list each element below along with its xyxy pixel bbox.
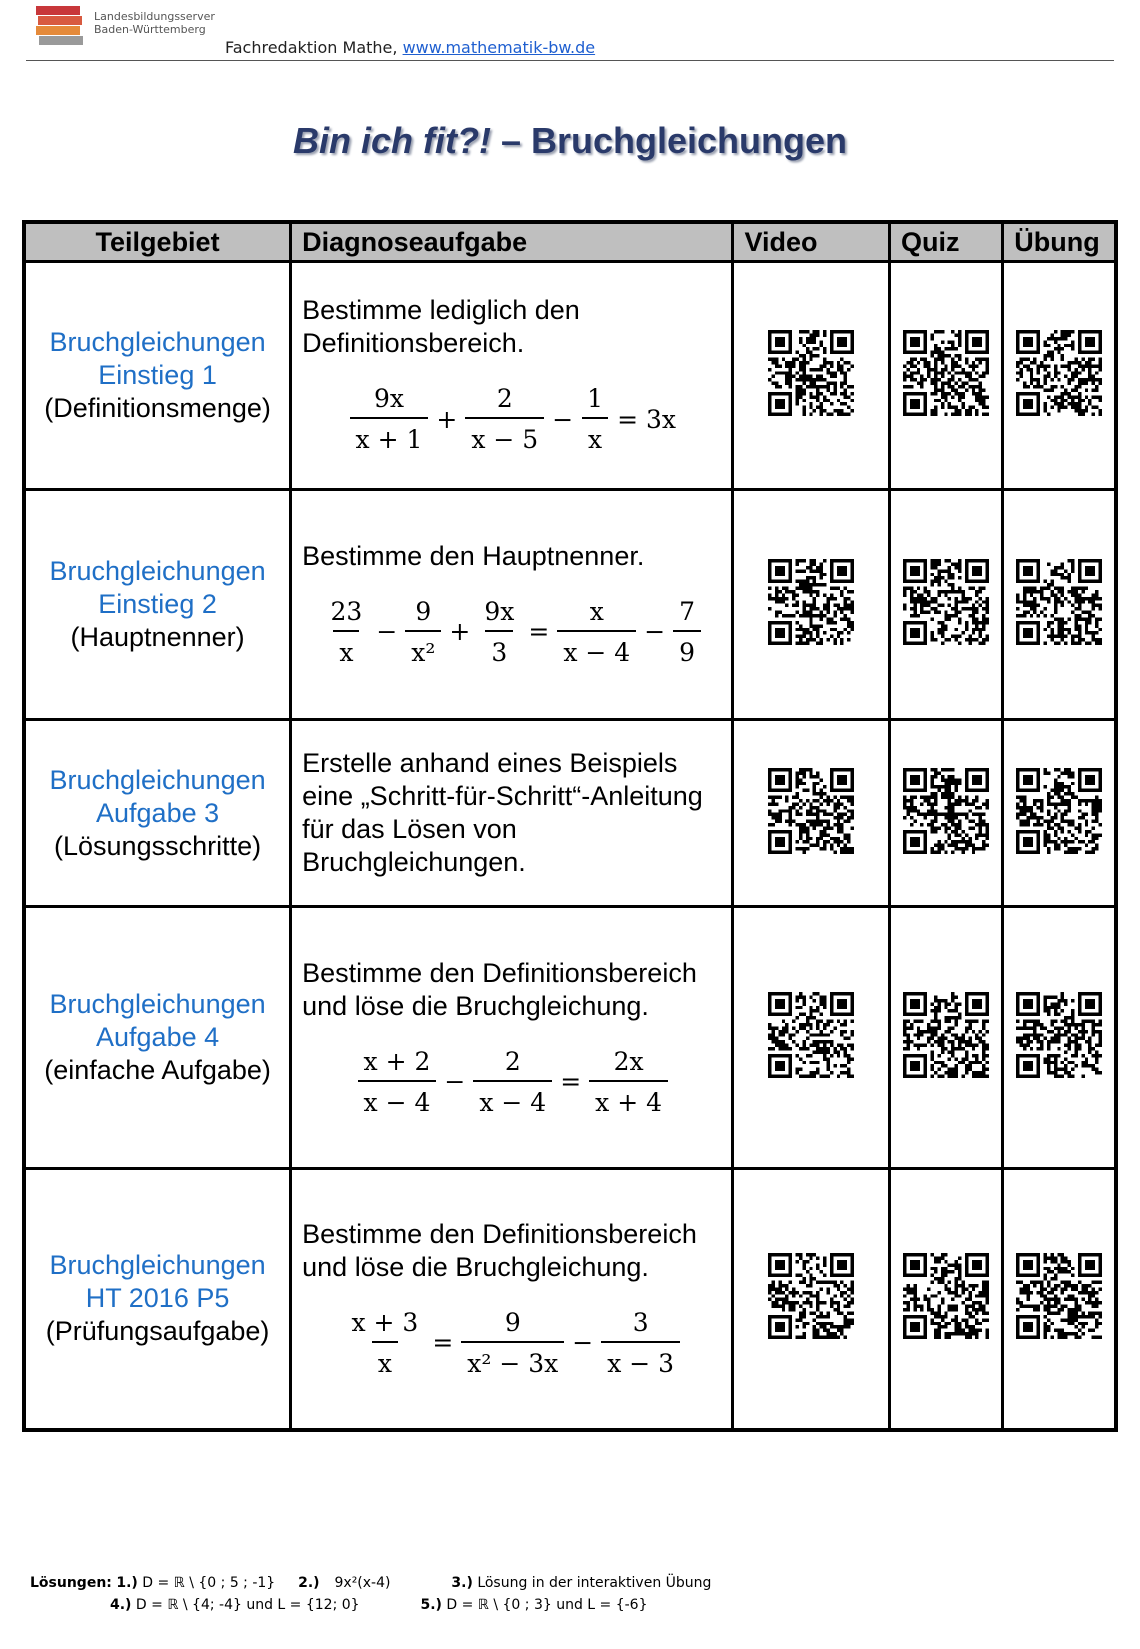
- quiz-qr-code-icon[interactable]: [903, 768, 989, 854]
- header-teilgebiet: Teilgebiet: [24, 222, 291, 262]
- denominator: x² − 3x: [461, 1341, 564, 1380]
- exercise-qr-code-icon[interactable]: [1016, 1253, 1102, 1339]
- exercise-qr-cell: [1003, 489, 1116, 719]
- topic-title[interactable]: Bruchgleichungen: [49, 764, 266, 795]
- video-qr-code-icon[interactable]: [768, 992, 854, 1078]
- video-qr-cell: [733, 719, 890, 907]
- solution-3: Lösung in der interaktiven Übung: [477, 1575, 712, 1591]
- denominator: x − 4: [358, 1080, 437, 1119]
- fraction: [345, 1306, 424, 1380]
- numerator: 2: [496, 384, 513, 414]
- denominator: x: [333, 630, 359, 669]
- task-text: Bestimme den Hauptnenner.: [302, 540, 645, 571]
- fraction: [478, 595, 520, 669]
- exercise-qr-code-icon[interactable]: [1016, 992, 1102, 1078]
- operator: −: [552, 404, 574, 434]
- numerator: 9: [415, 596, 432, 626]
- topic-subtitle: (Hauptnenner): [70, 621, 245, 652]
- table-row: [24, 1168, 1116, 1430]
- landesbildungsserver-logo: [34, 4, 86, 50]
- exercise-qr-cell: [1003, 262, 1116, 490]
- quiz-qr-code-icon[interactable]: [903, 1253, 989, 1339]
- video-qr-cell: [733, 907, 890, 1169]
- equation: [302, 1306, 723, 1380]
- topic-subtitle: (einfache Aufgabe): [44, 1055, 271, 1086]
- video-qr-code-icon[interactable]: [768, 768, 854, 854]
- numerator: 23: [330, 596, 363, 626]
- right-hand-side: 3x: [646, 404, 677, 434]
- task-cell: [291, 262, 733, 490]
- denominator: x − 4: [473, 1080, 552, 1119]
- solutions-line-2: [110, 1597, 810, 1613]
- header-quiz: Quiz: [890, 222, 1003, 262]
- fraction: [473, 1045, 552, 1119]
- fraction: [601, 1306, 680, 1380]
- website-link[interactable]: www.mathematik-bw.de: [402, 38, 596, 57]
- topic-cell: [24, 489, 291, 719]
- numerator: 2: [504, 1046, 521, 1076]
- editorial-label: Fachredaktion Mathe,: [225, 38, 398, 57]
- numerator: 7: [679, 596, 696, 626]
- solution-4: D = ℝ \ {4; -4} und L = {12; 0}: [135, 1597, 360, 1613]
- denominator: x: [582, 417, 608, 456]
- operator: −: [572, 1328, 594, 1358]
- solution-1-number: 1.): [116, 1575, 138, 1591]
- numerator: 9x: [373, 384, 404, 414]
- task-cell: [291, 489, 733, 719]
- fraction: [461, 1306, 564, 1380]
- task-text: Bestimme den Definitionsbereich und löse die Bruchgleichung.: [302, 1218, 697, 1282]
- numerator: x: [589, 596, 604, 626]
- header-diagnoseaufgabe: Diagnoseaufgabe: [291, 222, 733, 262]
- fraction: [673, 595, 701, 669]
- denominator: 9: [673, 630, 701, 669]
- title-rest: – Bruchgleichungen: [490, 120, 847, 161]
- solutions-line-1: [30, 1575, 730, 1591]
- logo-line-2: Baden-Württemberg: [94, 23, 206, 36]
- operator: −: [444, 1067, 466, 1097]
- exercise-qr-cell: [1003, 1168, 1116, 1430]
- numerator: x + 3: [351, 1307, 419, 1337]
- numerator: 9: [504, 1307, 521, 1337]
- fraction: [350, 382, 429, 456]
- solution-3-number: 3.): [451, 1575, 473, 1591]
- quiz-qr-cell: [890, 907, 1003, 1169]
- video-qr-code-icon[interactable]: [768, 330, 854, 416]
- editorial-line: [225, 38, 595, 57]
- logo-text: [94, 10, 215, 36]
- denominator: x²: [405, 630, 441, 669]
- topic-cell: [24, 907, 291, 1169]
- table-row: [24, 719, 1116, 907]
- numerator: 9x: [484, 596, 515, 626]
- topic-level[interactable]: Einstieg 2: [98, 588, 217, 619]
- video-qr-code-icon[interactable]: [768, 559, 854, 645]
- topic-title[interactable]: Bruchgleichungen: [49, 555, 266, 586]
- solution-2-number: 2.): [298, 1575, 320, 1591]
- table-row: [24, 907, 1116, 1169]
- task-text: Erstelle anhand eines Beispiels eine „Schritt-für-Schritt“-Anleitung für das Lösen von Bruchgleichungen.: [302, 748, 703, 878]
- topic-level[interactable]: Aufgabe 3: [96, 797, 220, 828]
- quiz-qr-cell: [890, 489, 1003, 719]
- operator: +: [436, 404, 458, 434]
- topic-level[interactable]: Einstieg 1: [98, 359, 217, 390]
- quiz-qr-cell: [890, 1168, 1003, 1430]
- exercise-qr-cell: [1003, 907, 1116, 1169]
- solutions-label: Lösungen:: [30, 1575, 112, 1591]
- numerator: 1: [587, 384, 604, 414]
- diagnosis-table: [22, 220, 1118, 1432]
- numerator: 2x: [613, 1046, 644, 1076]
- fraction: [358, 1045, 437, 1119]
- topic-level[interactable]: HT 2016 P5: [85, 1283, 230, 1314]
- operator: −: [644, 617, 666, 647]
- topic-subtitle: (Lösungsschritte): [54, 830, 262, 861]
- title-italic: Bin ich fit?!: [292, 120, 491, 161]
- quiz-qr-code-icon[interactable]: [903, 330, 989, 416]
- equals-sign: =: [560, 1067, 582, 1097]
- topic-cell: [24, 719, 291, 907]
- solution-2: 9x²(x-4): [334, 1575, 391, 1591]
- fraction: [581, 382, 609, 456]
- fraction: [589, 1045, 668, 1119]
- topic-title[interactable]: Bruchgleichungen: [49, 1250, 266, 1281]
- denominator: x + 4: [589, 1080, 668, 1119]
- topic-level[interactable]: Aufgabe 4: [96, 1022, 220, 1053]
- header-uebung: Übung: [1003, 222, 1116, 262]
- exercise-qr-code-icon[interactable]: [1016, 768, 1102, 854]
- task-text: Bestimme den Definitionsbereich und löse die Bruchgleichung.: [302, 957, 697, 1021]
- denominator: 3: [485, 630, 513, 669]
- table-row: [24, 489, 1116, 719]
- task-cell: [291, 1168, 733, 1430]
- denominator: x: [372, 1341, 398, 1380]
- fraction: [325, 595, 369, 669]
- topic-title[interactable]: Bruchgleichungen: [49, 989, 266, 1020]
- topic-subtitle: (Prüfungsaufgabe): [45, 1316, 270, 1347]
- equals-sign: =: [617, 404, 639, 434]
- exercise-qr-code-icon[interactable]: [1016, 330, 1102, 416]
- page-header: [0, 0, 1140, 64]
- header-divider: [26, 60, 1114, 61]
- equals-sign: =: [528, 617, 550, 647]
- quiz-qr-code-icon[interactable]: [903, 992, 989, 1078]
- solution-4-number: 4.): [110, 1597, 132, 1613]
- topic-cell: [24, 1168, 291, 1430]
- video-qr-code-icon[interactable]: [768, 1253, 854, 1339]
- solution-5: D = ℝ \ {0 ; 3} und L = {-6}: [446, 1597, 648, 1613]
- video-qr-cell: [733, 489, 890, 719]
- solution-1: D = ℝ \ {0 ; 5 ; -1}: [142, 1575, 276, 1591]
- operator: −: [376, 617, 398, 647]
- equation: [302, 595, 723, 669]
- exercise-qr-cell: [1003, 719, 1116, 907]
- fraction: [465, 382, 544, 456]
- table-header-row: [24, 222, 1116, 262]
- video-qr-cell: [733, 1168, 890, 1430]
- page-title: [0, 120, 1140, 162]
- topic-subtitle: (Definitionsmenge): [44, 392, 271, 423]
- quiz-qr-cell: [890, 262, 1003, 490]
- task-cell: [291, 907, 733, 1169]
- operator: +: [449, 617, 471, 647]
- denominator: x − 5: [465, 417, 544, 456]
- quiz-qr-code-icon[interactable]: [903, 559, 989, 645]
- solution-5-number: 5.): [420, 1597, 442, 1613]
- denominator: x − 3: [601, 1341, 680, 1380]
- equation: [302, 1045, 723, 1119]
- header-video: Video: [733, 222, 890, 262]
- fraction: [405, 595, 441, 669]
- numerator: x + 2: [363, 1046, 431, 1076]
- quiz-qr-cell: [890, 719, 1003, 907]
- task-text: Bestimme lediglich den Definitionsbereich.: [302, 295, 580, 359]
- logo-line-1: Landesbildungsserver: [94, 10, 215, 23]
- topic-title[interactable]: Bruchgleichungen: [49, 326, 266, 357]
- table-row: [24, 262, 1116, 490]
- denominator: x − 4: [557, 630, 636, 669]
- denominator: x + 1: [350, 417, 429, 456]
- equals-sign: =: [432, 1328, 454, 1358]
- exercise-qr-code-icon[interactable]: [1016, 559, 1102, 645]
- task-cell: [291, 719, 733, 907]
- video-qr-cell: [733, 262, 890, 490]
- fraction: [557, 595, 636, 669]
- numerator: 3: [632, 1307, 649, 1337]
- topic-cell: [24, 262, 291, 490]
- equation: [302, 382, 723, 456]
